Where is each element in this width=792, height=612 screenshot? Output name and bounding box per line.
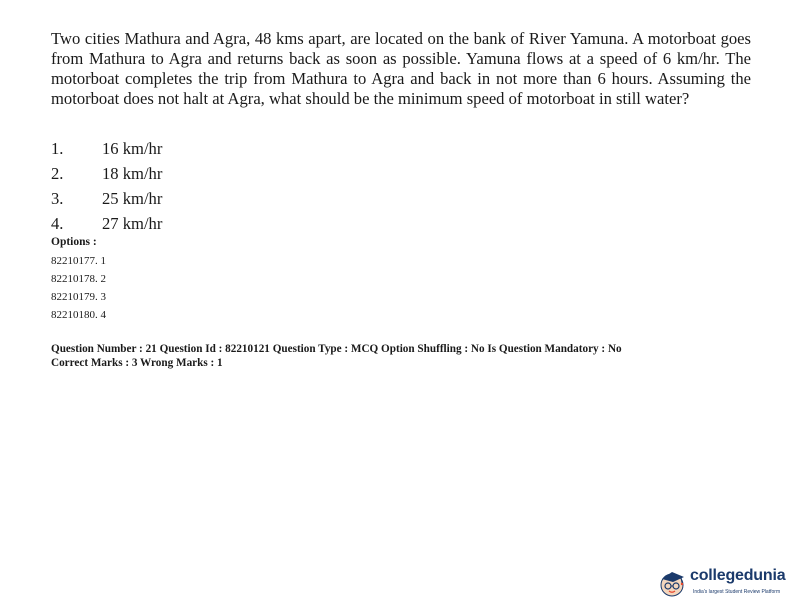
choice-text: 27 km/hr [102,214,163,233]
marks-info-line: Correct Marks : 3 Wrong Marks : 1 [51,357,223,369]
choice-text: 25 km/hr [102,189,163,208]
answer-choice [51,139,162,164]
option-code: 82210177. 1 [51,255,106,267]
question-metadata [51,342,622,370]
question-text: Two cities Mathura and Agra, 48 kms apart, are located on the bank of River Yamuna. A motorboat goes from Mathura to Agra and returns back as soon as possible. Yamuna flows at a speed of 6 km/hr. The motorboat completes the trip from Mathura to Agra and back in not more than 6 hours. Assuming the motorboat does not halt at Agra, what should be the minimum speed of motorboat in still water? [51,29,751,108]
answer-choice [51,189,162,214]
choice-number: 2. [51,164,64,183]
collegedunia-watermark [657,566,789,602]
question-info-line: Question Number : 21 Question Id : 82210121 Question Type : MCQ Option Shuffling : No Is Question Mandatory : No [51,343,622,355]
answer-choices [51,139,162,239]
choice-text: 16 km/hr [102,139,163,158]
brand-tagline: India's largest Student Review Platform [693,589,781,595]
student-mascot-icon [657,566,691,600]
choice-number: 4. [51,214,64,233]
option-code-list [51,254,106,326]
answer-choice [51,164,162,189]
option-code: 82210179. 3 [51,291,106,303]
options-label: Options : [51,236,97,248]
choice-number: 1. [51,139,64,158]
choice-text: 18 km/hr [102,164,163,183]
option-code: 82210180. 4 [51,309,106,321]
brand-name: collegedunia [690,567,786,584]
choice-number: 3. [51,189,64,208]
option-code: 82210178. 2 [51,273,106,285]
